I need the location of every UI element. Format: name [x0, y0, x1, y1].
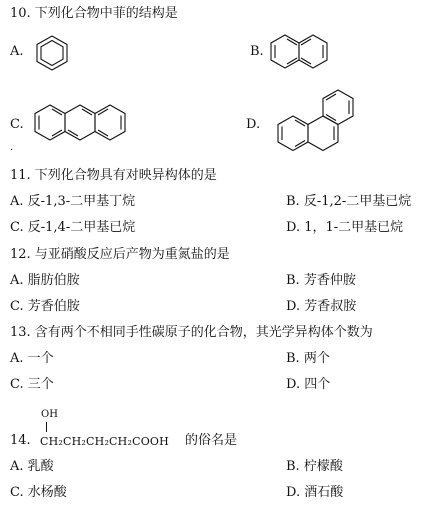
q14-oh-group: OH — [41, 409, 58, 420]
q13-option-c[interactable]: C. 三个 — [10, 377, 54, 392]
q11-stem: 11. 下列化合物具有对映异构体的是 — [10, 168, 217, 183]
q12-option-b[interactable]: B. 芳香仲胺 — [286, 273, 356, 288]
q14-oh-bond — [46, 422, 47, 432]
q13-option-a[interactable]: A. 一个 — [10, 351, 54, 366]
phenanthrene-structure — [266, 86, 366, 162]
q14-number: 14. — [10, 433, 31, 448]
q10-option-a-letter[interactable]: A. — [10, 44, 24, 59]
q10-option-d-letter[interactable]: D. — [246, 117, 261, 132]
benzene-structure — [32, 33, 72, 73]
q14-suffix: 的俗名是 — [185, 433, 238, 448]
q14-option-a[interactable]: A. 乳酸 — [10, 459, 54, 474]
q13-stem: 13. 含有两个不相同手性碳原子的化合物，其光学异构体个数为 — [10, 325, 373, 340]
q11-option-d[interactable]: D. 1，1-二甲基已烷 — [286, 220, 404, 235]
anthracene-structure — [30, 101, 146, 145]
q11-option-c[interactable]: C. 反-1,4-二甲基已烷 — [10, 220, 136, 235]
q12-option-c[interactable]: C. 芳香伯胺 — [10, 299, 80, 314]
q10-stem: 10. 下列化合物中菲的结构是 — [10, 6, 178, 21]
q14-formula: CH₂CH₂CH₂CH₂COOH — [40, 435, 169, 448]
q12-stem: 12. 与亚硝酸反应后产物为重氮盐的是 — [10, 247, 230, 262]
q14-option-b[interactable]: B. 柠檬酸 — [286, 459, 343, 474]
q11-option-a[interactable]: A. 反-1,3-二甲基丁烷 — [10, 194, 136, 209]
q11-option-b[interactable]: B. 反-1,2-二甲基已烷 — [286, 194, 412, 209]
q10-option-b-letter[interactable]: B. — [250, 44, 264, 59]
stray-dot: . — [10, 142, 14, 153]
q13-option-d[interactable]: D. 四个 — [286, 377, 331, 392]
q12-option-d[interactable]: D. 芳香叔胺 — [286, 299, 357, 314]
naphthalene-structure — [266, 30, 336, 76]
q14-option-c[interactable]: C. 水杨酸 — [10, 485, 67, 500]
q12-option-a[interactable]: A. 脂肪伯胺 — [10, 273, 80, 288]
q14-option-d[interactable]: D. 酒石酸 — [286, 485, 344, 500]
q13-option-b[interactable]: B. 两个 — [286, 351, 330, 366]
q10-option-c-letter[interactable]: C. — [10, 117, 24, 132]
